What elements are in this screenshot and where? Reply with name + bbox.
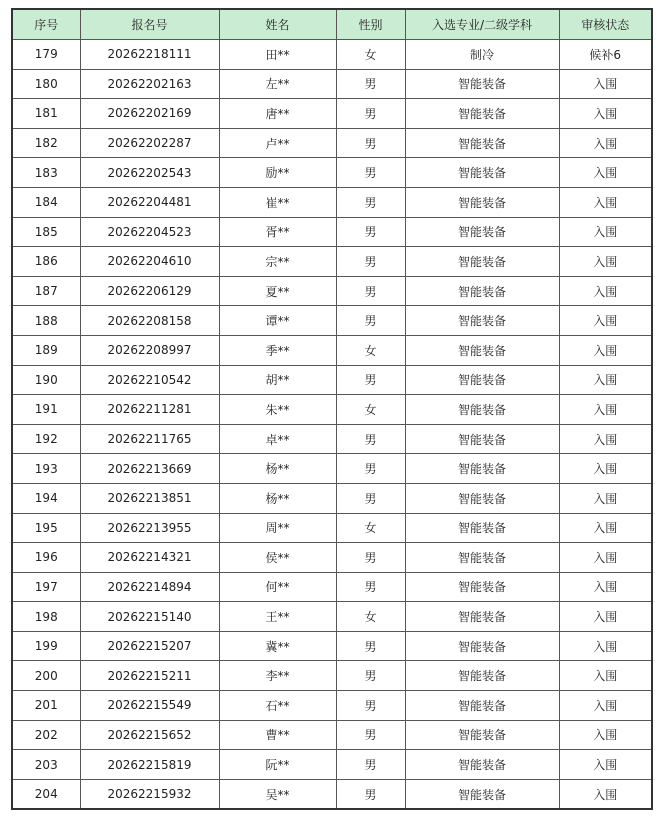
gender-cell: 男 xyxy=(336,572,405,602)
name-cell: 杨** xyxy=(219,483,336,513)
table-row xyxy=(12,543,652,573)
table-row xyxy=(12,335,652,365)
registration-no-cell: 20262202543 xyxy=(80,158,219,188)
gender-cell: 男 xyxy=(336,779,405,809)
registration-no-cell: 20262211281 xyxy=(80,395,219,425)
name-cell: 周** xyxy=(219,513,336,543)
status-cell: 入围 xyxy=(559,483,652,513)
name-cell: 夏** xyxy=(219,276,336,306)
name-cell: 左** xyxy=(219,69,336,99)
major-cell: 智能装备 xyxy=(405,720,559,750)
serial-cell: 180 xyxy=(12,69,80,99)
gender-cell: 男 xyxy=(336,158,405,188)
major-cell: 智能装备 xyxy=(405,276,559,306)
major-cell: 智能装备 xyxy=(405,572,559,602)
table-row xyxy=(12,247,652,277)
major-cell: 智能装备 xyxy=(405,779,559,809)
table-row xyxy=(12,365,652,395)
table-row xyxy=(12,602,652,632)
gender-cell: 男 xyxy=(336,187,405,217)
major-cell: 智能装备 xyxy=(405,158,559,188)
gender-cell: 男 xyxy=(336,247,405,277)
serial-cell: 185 xyxy=(12,217,80,247)
table-row xyxy=(12,750,652,780)
serial-cell: 194 xyxy=(12,483,80,513)
table-row xyxy=(12,691,652,721)
name-cell: 吴** xyxy=(219,779,336,809)
registration-no-cell: 20262215211 xyxy=(80,661,219,691)
table-row xyxy=(12,454,652,484)
header-registration-no: 报名号 xyxy=(80,9,219,40)
status-cell: 入围 xyxy=(559,602,652,632)
admission-list xyxy=(11,8,651,810)
registration-no-cell: 20262215549 xyxy=(80,691,219,721)
status-cell: 入围 xyxy=(559,69,652,99)
table-row xyxy=(12,395,652,425)
status-cell: 入围 xyxy=(559,513,652,543)
status-cell: 入围 xyxy=(559,779,652,809)
registration-no-cell: 20262204481 xyxy=(80,187,219,217)
status-cell: 候补6 xyxy=(559,40,652,70)
name-cell: 宗** xyxy=(219,247,336,277)
serial-cell: 197 xyxy=(12,572,80,602)
name-cell: 何** xyxy=(219,572,336,602)
table-row xyxy=(12,661,652,691)
name-cell: 田** xyxy=(219,40,336,70)
registration-no-cell: 20262215819 xyxy=(80,750,219,780)
gender-cell: 女 xyxy=(336,40,405,70)
status-cell: 入围 xyxy=(559,395,652,425)
serial-cell: 190 xyxy=(12,365,80,395)
name-cell: 胥** xyxy=(219,217,336,247)
status-cell: 入围 xyxy=(559,335,652,365)
status-cell: 入围 xyxy=(559,572,652,602)
name-cell: 朱** xyxy=(219,395,336,425)
name-cell: 卢** xyxy=(219,128,336,158)
header-name: 姓名 xyxy=(219,9,336,40)
gender-cell: 男 xyxy=(336,750,405,780)
registration-no-cell: 20262210542 xyxy=(80,365,219,395)
gender-cell: 男 xyxy=(336,483,405,513)
table-row xyxy=(12,217,652,247)
table-row xyxy=(12,572,652,602)
serial-cell: 179 xyxy=(12,40,80,70)
name-cell: 卓** xyxy=(219,424,336,454)
serial-cell: 202 xyxy=(12,720,80,750)
admission-table xyxy=(11,8,653,810)
gender-cell: 男 xyxy=(336,276,405,306)
gender-cell: 男 xyxy=(336,424,405,454)
name-cell: 石** xyxy=(219,691,336,721)
registration-no-cell: 20262202163 xyxy=(80,69,219,99)
gender-cell: 男 xyxy=(336,306,405,336)
registration-no-cell: 20262215140 xyxy=(80,602,219,632)
serial-cell: 186 xyxy=(12,247,80,277)
name-cell: 阮** xyxy=(219,750,336,780)
gender-cell: 男 xyxy=(336,720,405,750)
major-cell: 智能装备 xyxy=(405,69,559,99)
table-row xyxy=(12,187,652,217)
major-cell: 智能装备 xyxy=(405,187,559,217)
major-cell: 智能装备 xyxy=(405,217,559,247)
registration-no-cell: 20262208158 xyxy=(80,306,219,336)
status-cell: 入围 xyxy=(559,720,652,750)
table-row xyxy=(12,69,652,99)
major-cell: 智能装备 xyxy=(405,395,559,425)
status-cell: 入围 xyxy=(559,543,652,573)
serial-cell: 182 xyxy=(12,128,80,158)
serial-cell: 201 xyxy=(12,691,80,721)
gender-cell: 男 xyxy=(336,661,405,691)
status-cell: 入围 xyxy=(559,306,652,336)
name-cell: 崔** xyxy=(219,187,336,217)
table-header-row xyxy=(12,9,652,40)
registration-no-cell: 20262204610 xyxy=(80,247,219,277)
gender-cell: 男 xyxy=(336,454,405,484)
header-serial: 序号 xyxy=(12,9,80,40)
name-cell: 冀** xyxy=(219,631,336,661)
serial-cell: 184 xyxy=(12,187,80,217)
serial-cell: 196 xyxy=(12,543,80,573)
registration-no-cell: 20262213669 xyxy=(80,454,219,484)
registration-no-cell: 20262213851 xyxy=(80,483,219,513)
name-cell: 杨** xyxy=(219,454,336,484)
gender-cell: 女 xyxy=(336,335,405,365)
major-cell: 智能装备 xyxy=(405,631,559,661)
major-cell: 智能装备 xyxy=(405,661,559,691)
registration-no-cell: 20262214321 xyxy=(80,543,219,573)
serial-cell: 199 xyxy=(12,631,80,661)
gender-cell: 男 xyxy=(336,217,405,247)
name-cell: 励** xyxy=(219,158,336,188)
major-cell: 智能装备 xyxy=(405,306,559,336)
table-row xyxy=(12,276,652,306)
serial-cell: 195 xyxy=(12,513,80,543)
header-major: 入选专业/二级学科 xyxy=(405,9,559,40)
table-row xyxy=(12,99,652,129)
registration-no-cell: 20262202169 xyxy=(80,99,219,129)
status-cell: 入围 xyxy=(559,424,652,454)
status-cell: 入围 xyxy=(559,128,652,158)
major-cell: 智能装备 xyxy=(405,513,559,543)
name-cell: 王** xyxy=(219,602,336,632)
registration-no-cell: 20262215932 xyxy=(80,779,219,809)
header-gender: 性别 xyxy=(336,9,405,40)
major-cell: 智能装备 xyxy=(405,335,559,365)
registration-no-cell: 20262208997 xyxy=(80,335,219,365)
table-row xyxy=(12,40,652,70)
serial-cell: 200 xyxy=(12,661,80,691)
table-row xyxy=(12,306,652,336)
major-cell: 智能装备 xyxy=(405,483,559,513)
gender-cell: 男 xyxy=(336,365,405,395)
gender-cell: 男 xyxy=(336,69,405,99)
table-row xyxy=(12,779,652,809)
name-cell: 曹** xyxy=(219,720,336,750)
gender-cell: 男 xyxy=(336,128,405,158)
status-cell: 入围 xyxy=(559,276,652,306)
major-cell: 智能装备 xyxy=(405,691,559,721)
serial-cell: 204 xyxy=(12,779,80,809)
serial-cell: 188 xyxy=(12,306,80,336)
gender-cell: 男 xyxy=(336,99,405,129)
name-cell: 胡** xyxy=(219,365,336,395)
gender-cell: 女 xyxy=(336,602,405,632)
table-body xyxy=(12,40,652,810)
major-cell: 智能装备 xyxy=(405,99,559,129)
serial-cell: 183 xyxy=(12,158,80,188)
status-cell: 入围 xyxy=(559,187,652,217)
serial-cell: 187 xyxy=(12,276,80,306)
major-cell: 智能装备 xyxy=(405,247,559,277)
serial-cell: 181 xyxy=(12,99,80,129)
name-cell: 季** xyxy=(219,335,336,365)
status-cell: 入围 xyxy=(559,99,652,129)
gender-cell: 男 xyxy=(336,691,405,721)
serial-cell: 203 xyxy=(12,750,80,780)
table-row xyxy=(12,128,652,158)
major-cell: 智能装备 xyxy=(405,543,559,573)
serial-cell: 189 xyxy=(12,335,80,365)
gender-cell: 男 xyxy=(336,543,405,573)
serial-cell: 191 xyxy=(12,395,80,425)
registration-no-cell: 20262206129 xyxy=(80,276,219,306)
status-cell: 入围 xyxy=(559,365,652,395)
table-row xyxy=(12,424,652,454)
registration-no-cell: 20262204523 xyxy=(80,217,219,247)
status-cell: 入围 xyxy=(559,217,652,247)
name-cell: 侯** xyxy=(219,543,336,573)
serial-cell: 193 xyxy=(12,454,80,484)
serial-cell: 192 xyxy=(12,424,80,454)
name-cell: 李** xyxy=(219,661,336,691)
major-cell: 智能装备 xyxy=(405,424,559,454)
gender-cell: 女 xyxy=(336,513,405,543)
major-cell: 智能装备 xyxy=(405,454,559,484)
status-cell: 入围 xyxy=(559,631,652,661)
registration-no-cell: 20262211765 xyxy=(80,424,219,454)
gender-cell: 女 xyxy=(336,395,405,425)
status-cell: 入围 xyxy=(559,247,652,277)
registration-no-cell: 20262202287 xyxy=(80,128,219,158)
name-cell: 唐** xyxy=(219,99,336,129)
major-cell: 制冷 xyxy=(405,40,559,70)
registration-no-cell: 20262215652 xyxy=(80,720,219,750)
status-cell: 入围 xyxy=(559,158,652,188)
table-row xyxy=(12,513,652,543)
major-cell: 智能装备 xyxy=(405,128,559,158)
major-cell: 智能装备 xyxy=(405,750,559,780)
registration-no-cell: 20262218111 xyxy=(80,40,219,70)
gender-cell: 男 xyxy=(336,631,405,661)
header-status: 审核状态 xyxy=(559,9,652,40)
registration-no-cell: 20262214894 xyxy=(80,572,219,602)
status-cell: 入围 xyxy=(559,750,652,780)
table-row xyxy=(12,720,652,750)
name-cell: 谭** xyxy=(219,306,336,336)
table-row xyxy=(12,483,652,513)
major-cell: 智能装备 xyxy=(405,365,559,395)
status-cell: 入围 xyxy=(559,454,652,484)
registration-no-cell: 20262215207 xyxy=(80,631,219,661)
status-cell: 入围 xyxy=(559,661,652,691)
table-row xyxy=(12,158,652,188)
major-cell: 智能装备 xyxy=(405,602,559,632)
registration-no-cell: 20262213955 xyxy=(80,513,219,543)
status-cell: 入围 xyxy=(559,691,652,721)
serial-cell: 198 xyxy=(12,602,80,632)
table-row xyxy=(12,631,652,661)
